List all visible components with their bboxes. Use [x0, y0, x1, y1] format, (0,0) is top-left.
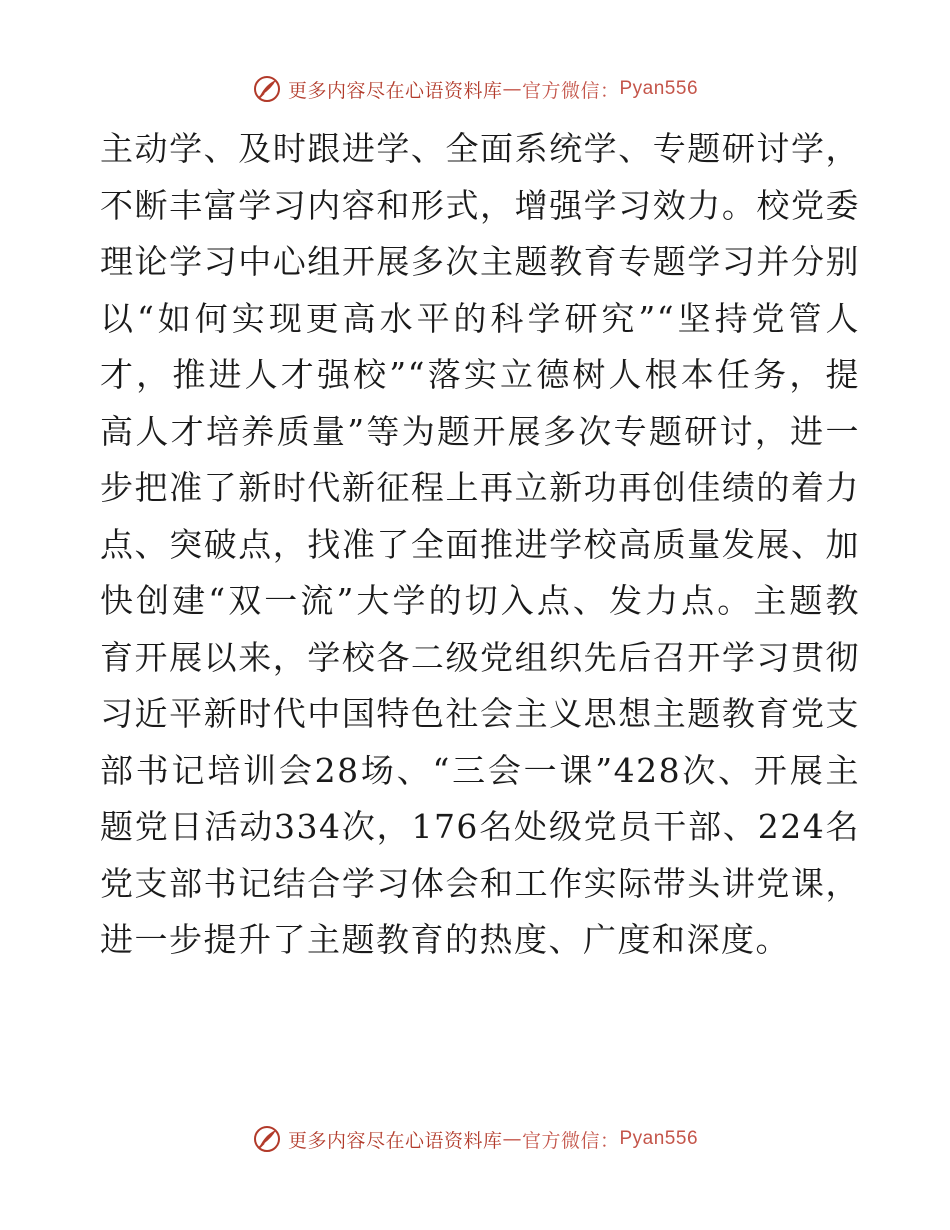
- body-paragraph: 主动学、及时跟进学、全面系统学、专题研讨学，不断丰富学习内容和形式，增强学习效力。校党委理论学习中心组开展多次主题教育专题学习并分别以“如何实现更高水平的科学研究”“坚持党管人才，推进人才强校”“落实立德树人根本任务，提高人才培养质量”等为题开展多次专题研讨，进一步把准了新时代新征程上再立新功再创佳绩的着力点、突破点，找准了全面推进学校高质量发展、加快创建“双一流”大学的切入点、发力点。主题教育开展以来，学校各二级党组织先后召开学习贯彻习近平新时代中国特色社会主义思想主题教育党支部书记培训会28场、“三会一课”428次、开展主题党日活动334次，176名处级党员干部、224名党支部书记结合学习体会和工作实际带头讲党课，进一步提升了主题教育的热度、广度和深度。: [100, 129, 860, 959]
- header-watermark: [0, 74, 950, 104]
- watermark-contact-label: 官方微信：: [521, 79, 620, 102]
- quill-pen-logo-icon: [252, 74, 282, 104]
- watermark-contact-label: 官方微信：: [521, 1129, 620, 1152]
- watermark-wechat-id: Pyan556: [619, 1128, 699, 1149]
- watermark-separator: —: [502, 1128, 522, 1150]
- quill-pen-logo-icon: [252, 1124, 282, 1154]
- footer-watermark: [0, 1124, 950, 1154]
- watermark-brand-text: 更多内容尽在心语资料库: [287, 79, 503, 102]
- watermark-wechat-id: Pyan556: [619, 78, 699, 99]
- watermark-brand-text: 更多内容尽在心语资料库: [287, 1129, 503, 1152]
- document-body: [100, 121, 860, 969]
- watermark-separator: —: [502, 78, 522, 100]
